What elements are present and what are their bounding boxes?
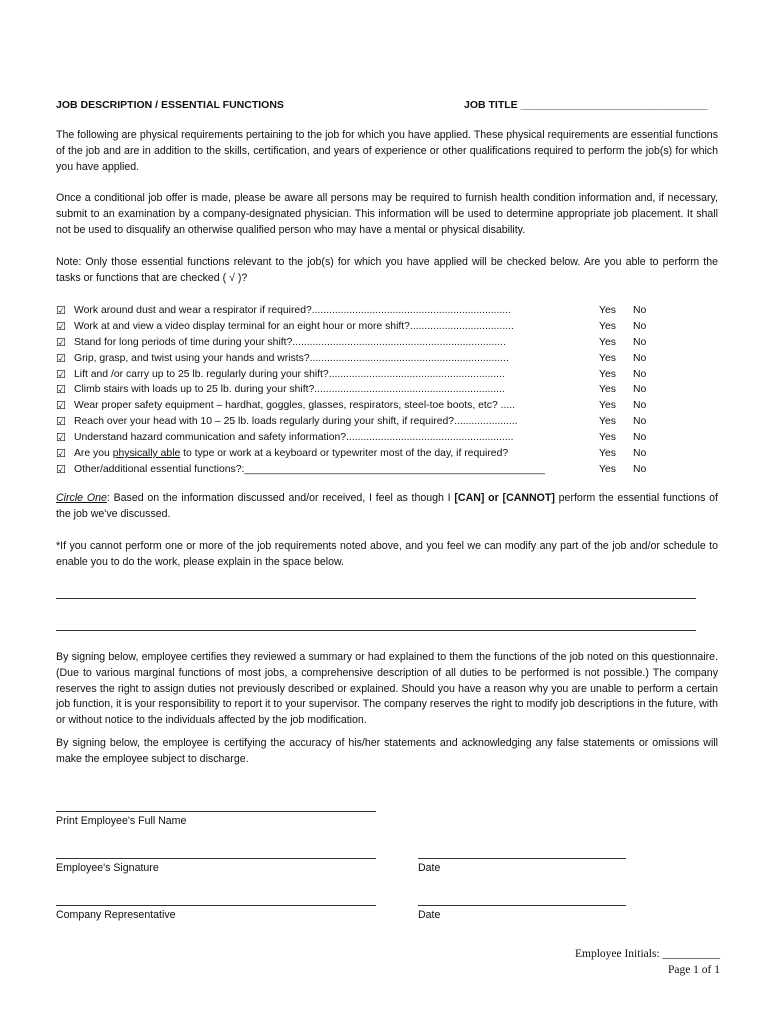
company-rep-label: Company Representative [56,909,176,921]
requirement-text-end: to type or work at a keyboard or typewriter most of the day, if required? [180,448,509,460]
yes-option[interactable]: Yes [599,320,616,332]
checkbox-checked-icon[interactable]: ☑ [56,399,66,413]
circle-one-rest: perform the essential functions of the job we've discussed. [56,492,718,520]
checkbox-checked-icon[interactable]: ☑ [56,462,66,476]
requirement-row [56,462,720,478]
requirement-text: Work at and view a video display terminal for an eight hour or more shift?.................................... [74,320,514,332]
requirement-text: Reach over your head with 10 – 25 lb. loads regularly during your shift, if required?...................... [74,416,518,428]
requirement-row [56,351,720,367]
checkbox-checked-icon[interactable]: ☑ [56,335,66,349]
requirement-text: Work around dust and wear a respirator if required?..................................................................... [74,305,511,316]
no-option[interactable]: No [633,432,647,444]
no-option[interactable]: No [633,368,647,380]
checkbox-checked-icon[interactable]: ☑ [56,319,66,333]
signing-paragraph: By signing below, employee certifies they reviewed a summary or had explained to them the functions of the job noted on this questionnaire. (Due to various marginal functions of most jobs, a comprehensive description of all duties to be performed is not possible.) The company reserves the right to assign duties not previously described or explained. Should you have a reason why you are unable to perform a certain job function, it is your responsibility to report it to your supervisor. The company reserves the right to modify job descriptions in the future, with or without notice to the individuals affected by the job modification. [56,651,718,727]
job-offer-paragraph: Once a conditional job offer is made, please be aware all persons may be required to furnish health condition information and, if necessary, submit to an examination by a company-designated physician. This information will be used to determine appropriate job placement. It shall not be used to disqualify an otherwise qualified person who may have a mental or physical disability. [56,192,718,236]
no-option[interactable]: No [633,448,647,460]
checkbox-checked-icon[interactable]: ☑ [56,447,66,461]
can-cannot-choice[interactable]: [CAN] or [CANNOT] [454,492,555,504]
requirements-list [56,303,720,478]
requirement-text: Other/additional essential functions?:____________________________________________________ [74,463,545,475]
company-rep-line[interactable] [56,905,376,906]
requirement-row [56,382,720,398]
requirement-text: Climb stairs with loads up to 25 lb. during your shift?.................................................................. [74,384,505,396]
yes-option[interactable]: Yes [599,432,616,444]
no-option[interactable]: No [633,384,647,396]
requirement-row [56,446,720,462]
date-line-2[interactable] [418,905,626,906]
form-title: JOB DESCRIPTION / ESSENTIAL FUNCTIONS [56,99,284,111]
intro-paragraph: The following are physical requirements pertaining to the job for which you have applied. These physical requirements are essential functions of the job and are in addition to the skills, certification, and years of experience or other qualifications required to perform the job(s) for which you have applied. [56,129,718,173]
requirement-row [56,303,720,319]
checkbox-checked-icon[interactable]: ☑ [56,367,66,381]
checkbox-checked-icon[interactable]: ☑ [56,351,66,365]
employee-signature-label: Employee's Signature [56,862,159,874]
page-number: Page 1 of 1 [667,964,720,976]
document-header [56,99,720,111]
requirement-text: Understand hazard communication and safety information?.......................................................... [74,432,514,444]
checkbox-checked-icon[interactable]: ☑ [56,431,66,445]
yes-option[interactable]: Yes [599,448,616,460]
explanation-line-1[interactable] [56,598,696,599]
no-option[interactable]: No [633,336,647,348]
checkbox-checked-icon[interactable]: ☑ [56,415,66,429]
circle-one-paragraph [56,491,718,523]
no-option[interactable]: No [633,416,647,428]
checkbox-checked-icon[interactable]: ☑ [56,383,66,397]
modify-paragraph: *If you cannot perform one or more of the job requirements noted above, and you feel we can modify any part of the job and/or schedule to enable you to do the work, please explain in the space below. [56,540,718,568]
requirement-text: Wear proper safety equipment – hardhat, goggles, glasses, respirators, steel-toe boots, etc? ..... [74,400,516,412]
requirement-row [56,367,720,383]
job-title-field[interactable]: JOB TITLE ________________________________ [464,99,708,111]
date-label-2: Date [418,909,441,921]
yes-option[interactable]: Yes [599,384,616,396]
no-option[interactable]: No [633,320,647,332]
requirement-text: Stand for long periods of time during your shift?.......................................................................... [74,336,506,348]
yes-option[interactable]: Yes [599,352,616,364]
requirement-text: Lift and /or carry up to 25 lb. regularly during your shift?............................................................. [74,368,505,380]
requirement-underlined-text: physically able [112,448,181,460]
yes-option[interactable]: Yes [599,336,616,348]
circle-one-label: Circle One [56,492,107,504]
no-option[interactable]: No [633,305,647,316]
circle-one-text: : Based on the information discussed and/or received, I feel as though I [106,492,455,504]
date-label-1: Date [418,862,441,874]
requirement-row [56,430,720,446]
print-name-line[interactable] [56,811,376,812]
yes-option[interactable]: Yes [599,305,616,316]
requirement-text [74,446,584,462]
requirement-row [56,414,720,430]
requirement-row [56,398,720,414]
acknowledgement-paragraph: By signing below, the employee is certifying the accuracy of his/her statements and acknowledging any false statements or omissions will make the employee subject to discharge. [56,737,718,765]
requirement-row [56,335,720,351]
print-name-label: Print Employee's Full Name [56,815,187,827]
employee-initials-field[interactable]: Employee Initials: __________ [574,948,720,960]
checkbox-checked-icon[interactable]: ☑ [56,304,66,317]
no-option[interactable]: No [633,400,647,412]
yes-option[interactable]: Yes [599,400,616,412]
employee-signature-line[interactable] [56,858,376,859]
yes-option[interactable]: Yes [599,416,616,428]
requirement-text: Grip, grasp, and twist using your hands and wrists?..................................................................... [74,352,509,364]
requirement-row [56,319,720,335]
no-option[interactable]: No [633,352,647,364]
requirement-text-start: Are you [74,448,113,460]
explanation-line-2[interactable] [56,630,696,631]
no-option[interactable]: No [633,463,647,475]
note-paragraph: Note: Only those essential functions relevant to the job(s) for which you have applied will be checked below. Are you able to perform the tasks or functions that are checked ( √ )? [56,256,718,284]
yes-option[interactable]: Yes [599,463,616,475]
date-line-1[interactable] [418,858,626,859]
yes-option[interactable]: Yes [599,368,616,380]
